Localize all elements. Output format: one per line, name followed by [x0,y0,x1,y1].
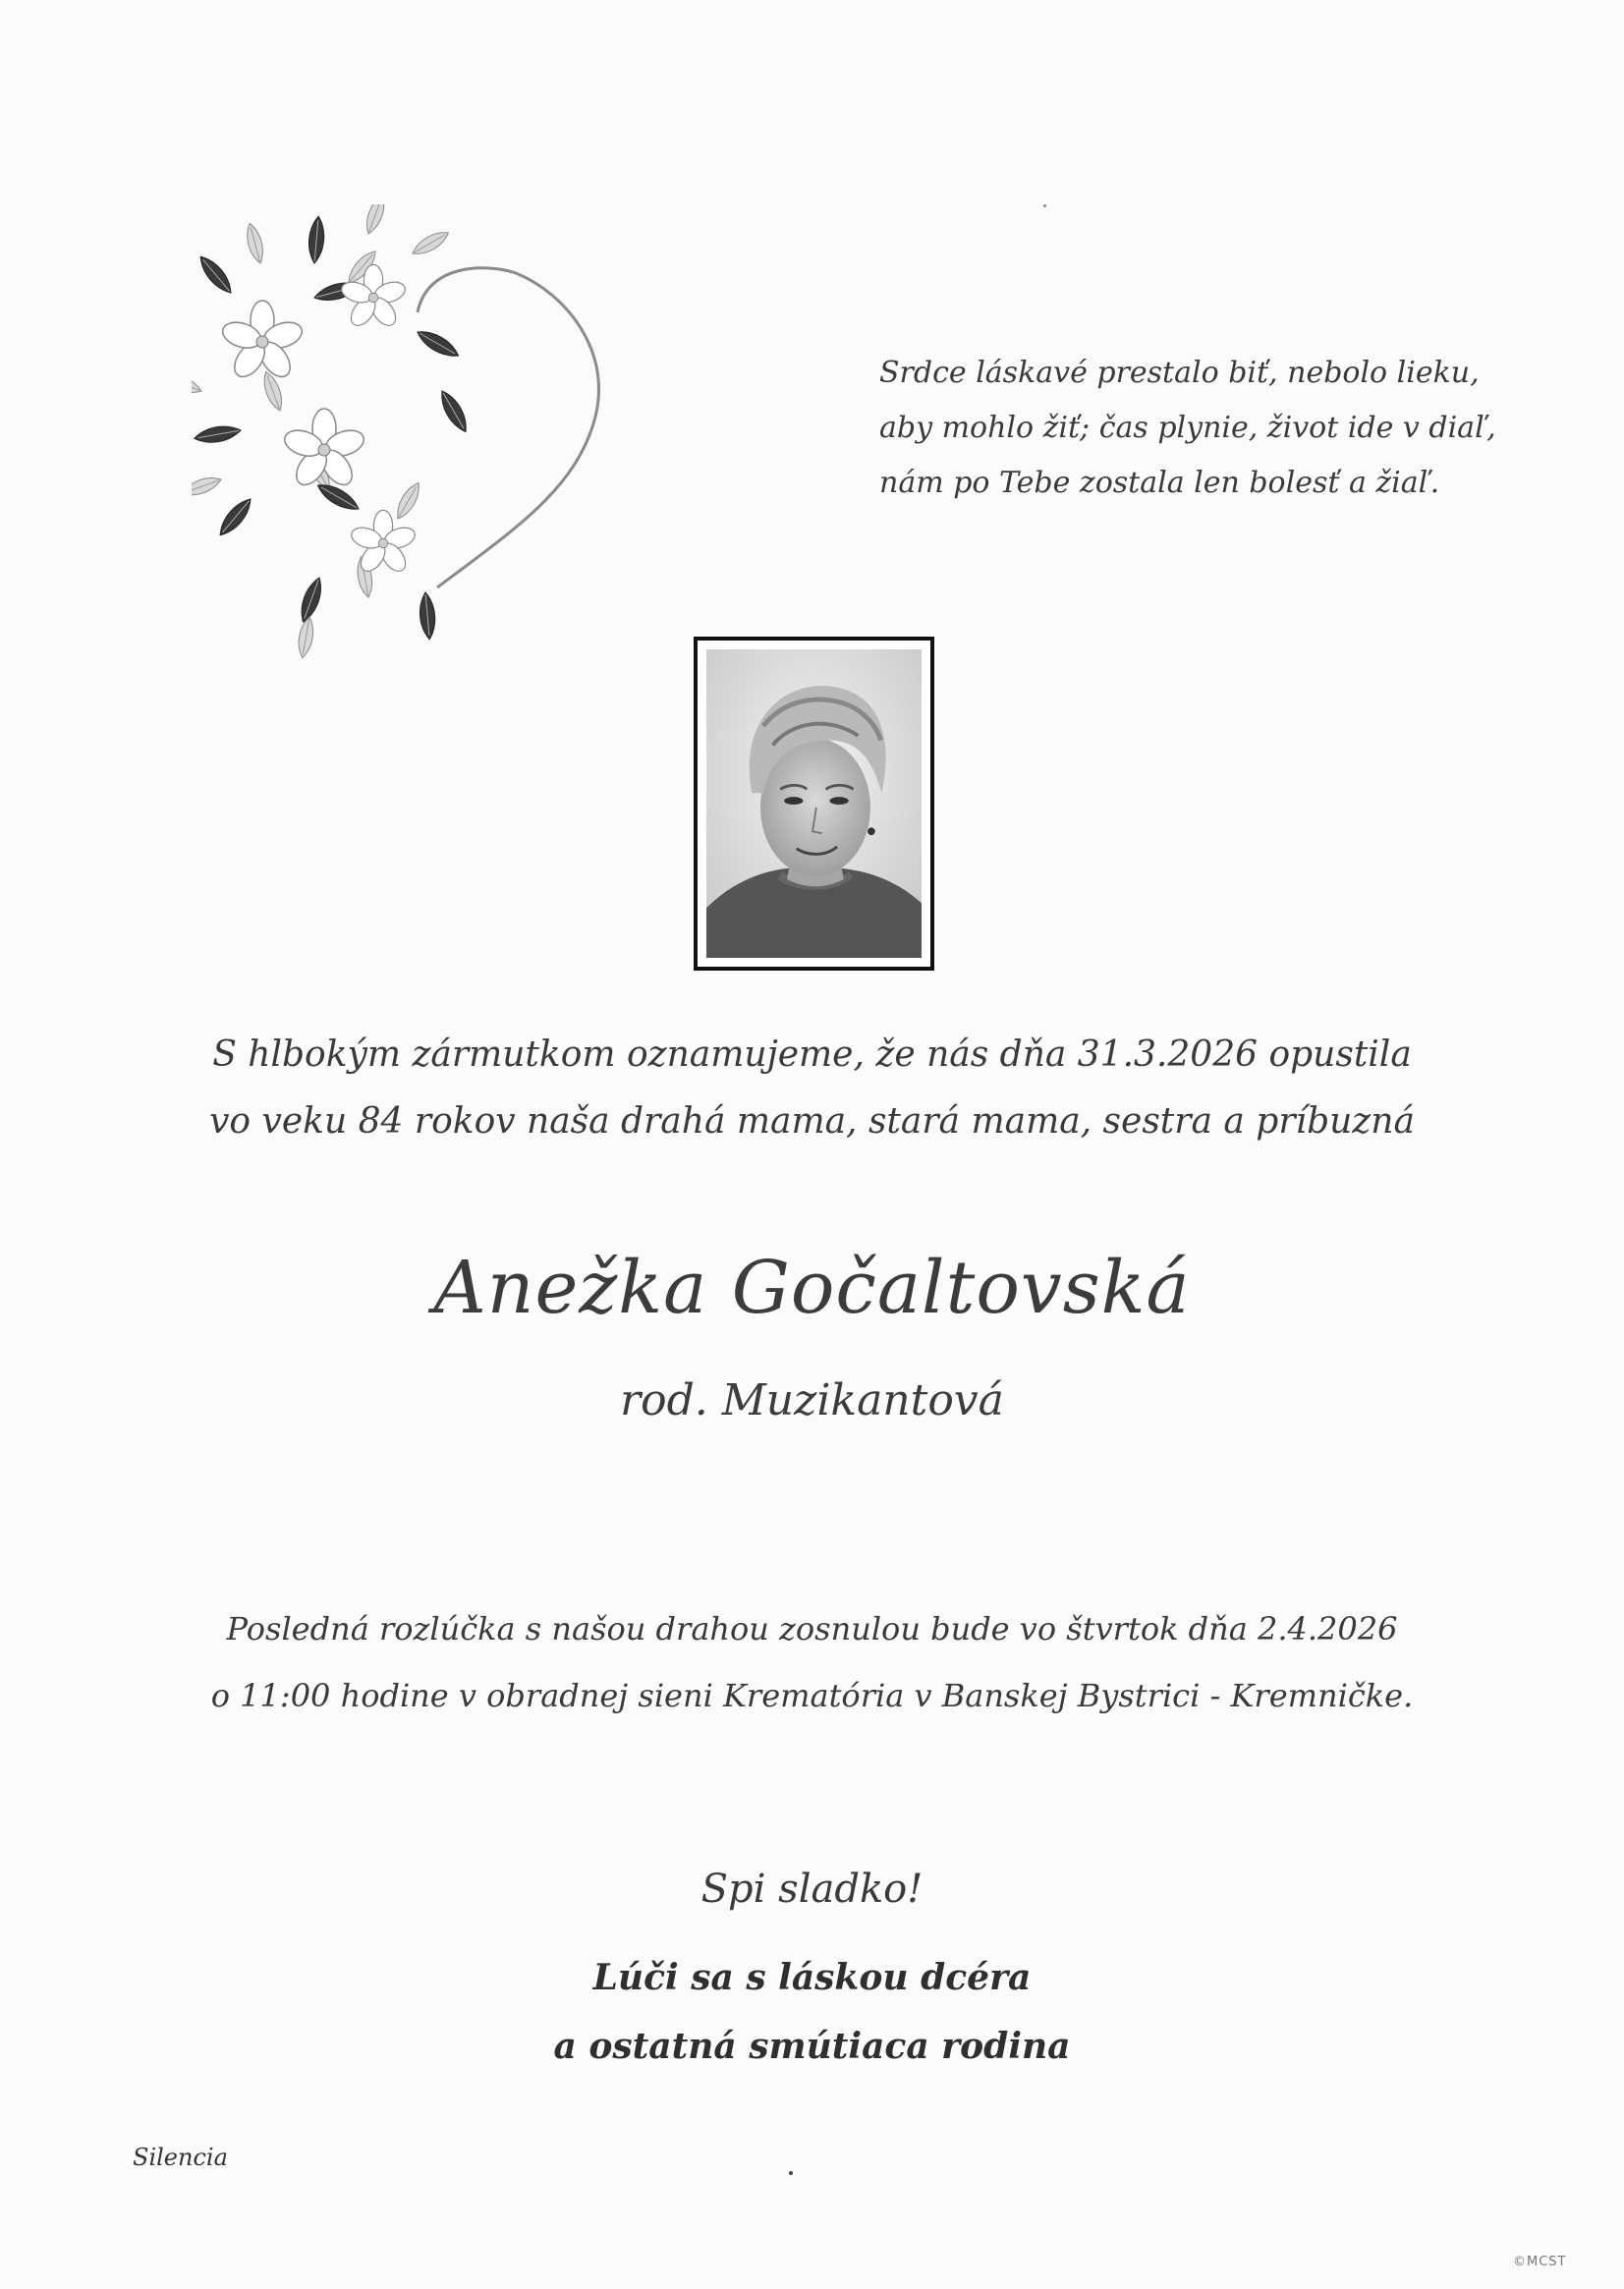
verse-line: aby mohlo žiť; čas plynie, život ide v diaľ, [879,411,1496,445]
announcement-line: S hlbokým zármutkom oznamujeme, že nás dňa 31.3.2026 opustila [212,1034,1412,1075]
floral-heart-ornament [192,204,634,676]
heart-outline [418,268,599,587]
funeral-details [0,1595,1624,1729]
signature-line: Lúči sa s láskou dcéra [592,1957,1032,1998]
signature-block [0,1943,1624,2081]
funeral-line: o 11:00 hodine v obradnej sieni Krematória v Banskej Bystrici - Kremničke. [210,1677,1414,1714]
paper-speck [1043,204,1046,207]
announcement-text [0,1022,1624,1155]
portrait-image [706,649,922,958]
deceased-name: Anežka Gočaltovská [433,1246,1191,1330]
copyright-mark: ©MCST [1513,2255,1567,2269]
funeral-line: Posledná rozlúčka s našou drahou zosnulou bude vo štvrtok dňa 2.4.2026 [226,1610,1398,1647]
farewell-text: Spi sladko! [700,1867,924,1912]
agency-name: Silencia [133,2144,228,2171]
paper-speck [789,2171,793,2175]
announcement-line: vo veku 84 rokov naša drahá mama, stará mama, sestra a príbuzná [209,1101,1415,1142]
verse-line: Srdce láskavé prestalo biť, nebolo lieku, [879,356,1480,390]
signature-line: a ostatná smútiaca rodina [553,2026,1071,2067]
portrait-photo [694,637,934,971]
memorial-verse [879,346,1496,511]
verse-line: nám po Tebe zostala len bolesť a žiaľ. [879,466,1440,500]
maiden-name: rod. Muzikantová [620,1375,1004,1425]
